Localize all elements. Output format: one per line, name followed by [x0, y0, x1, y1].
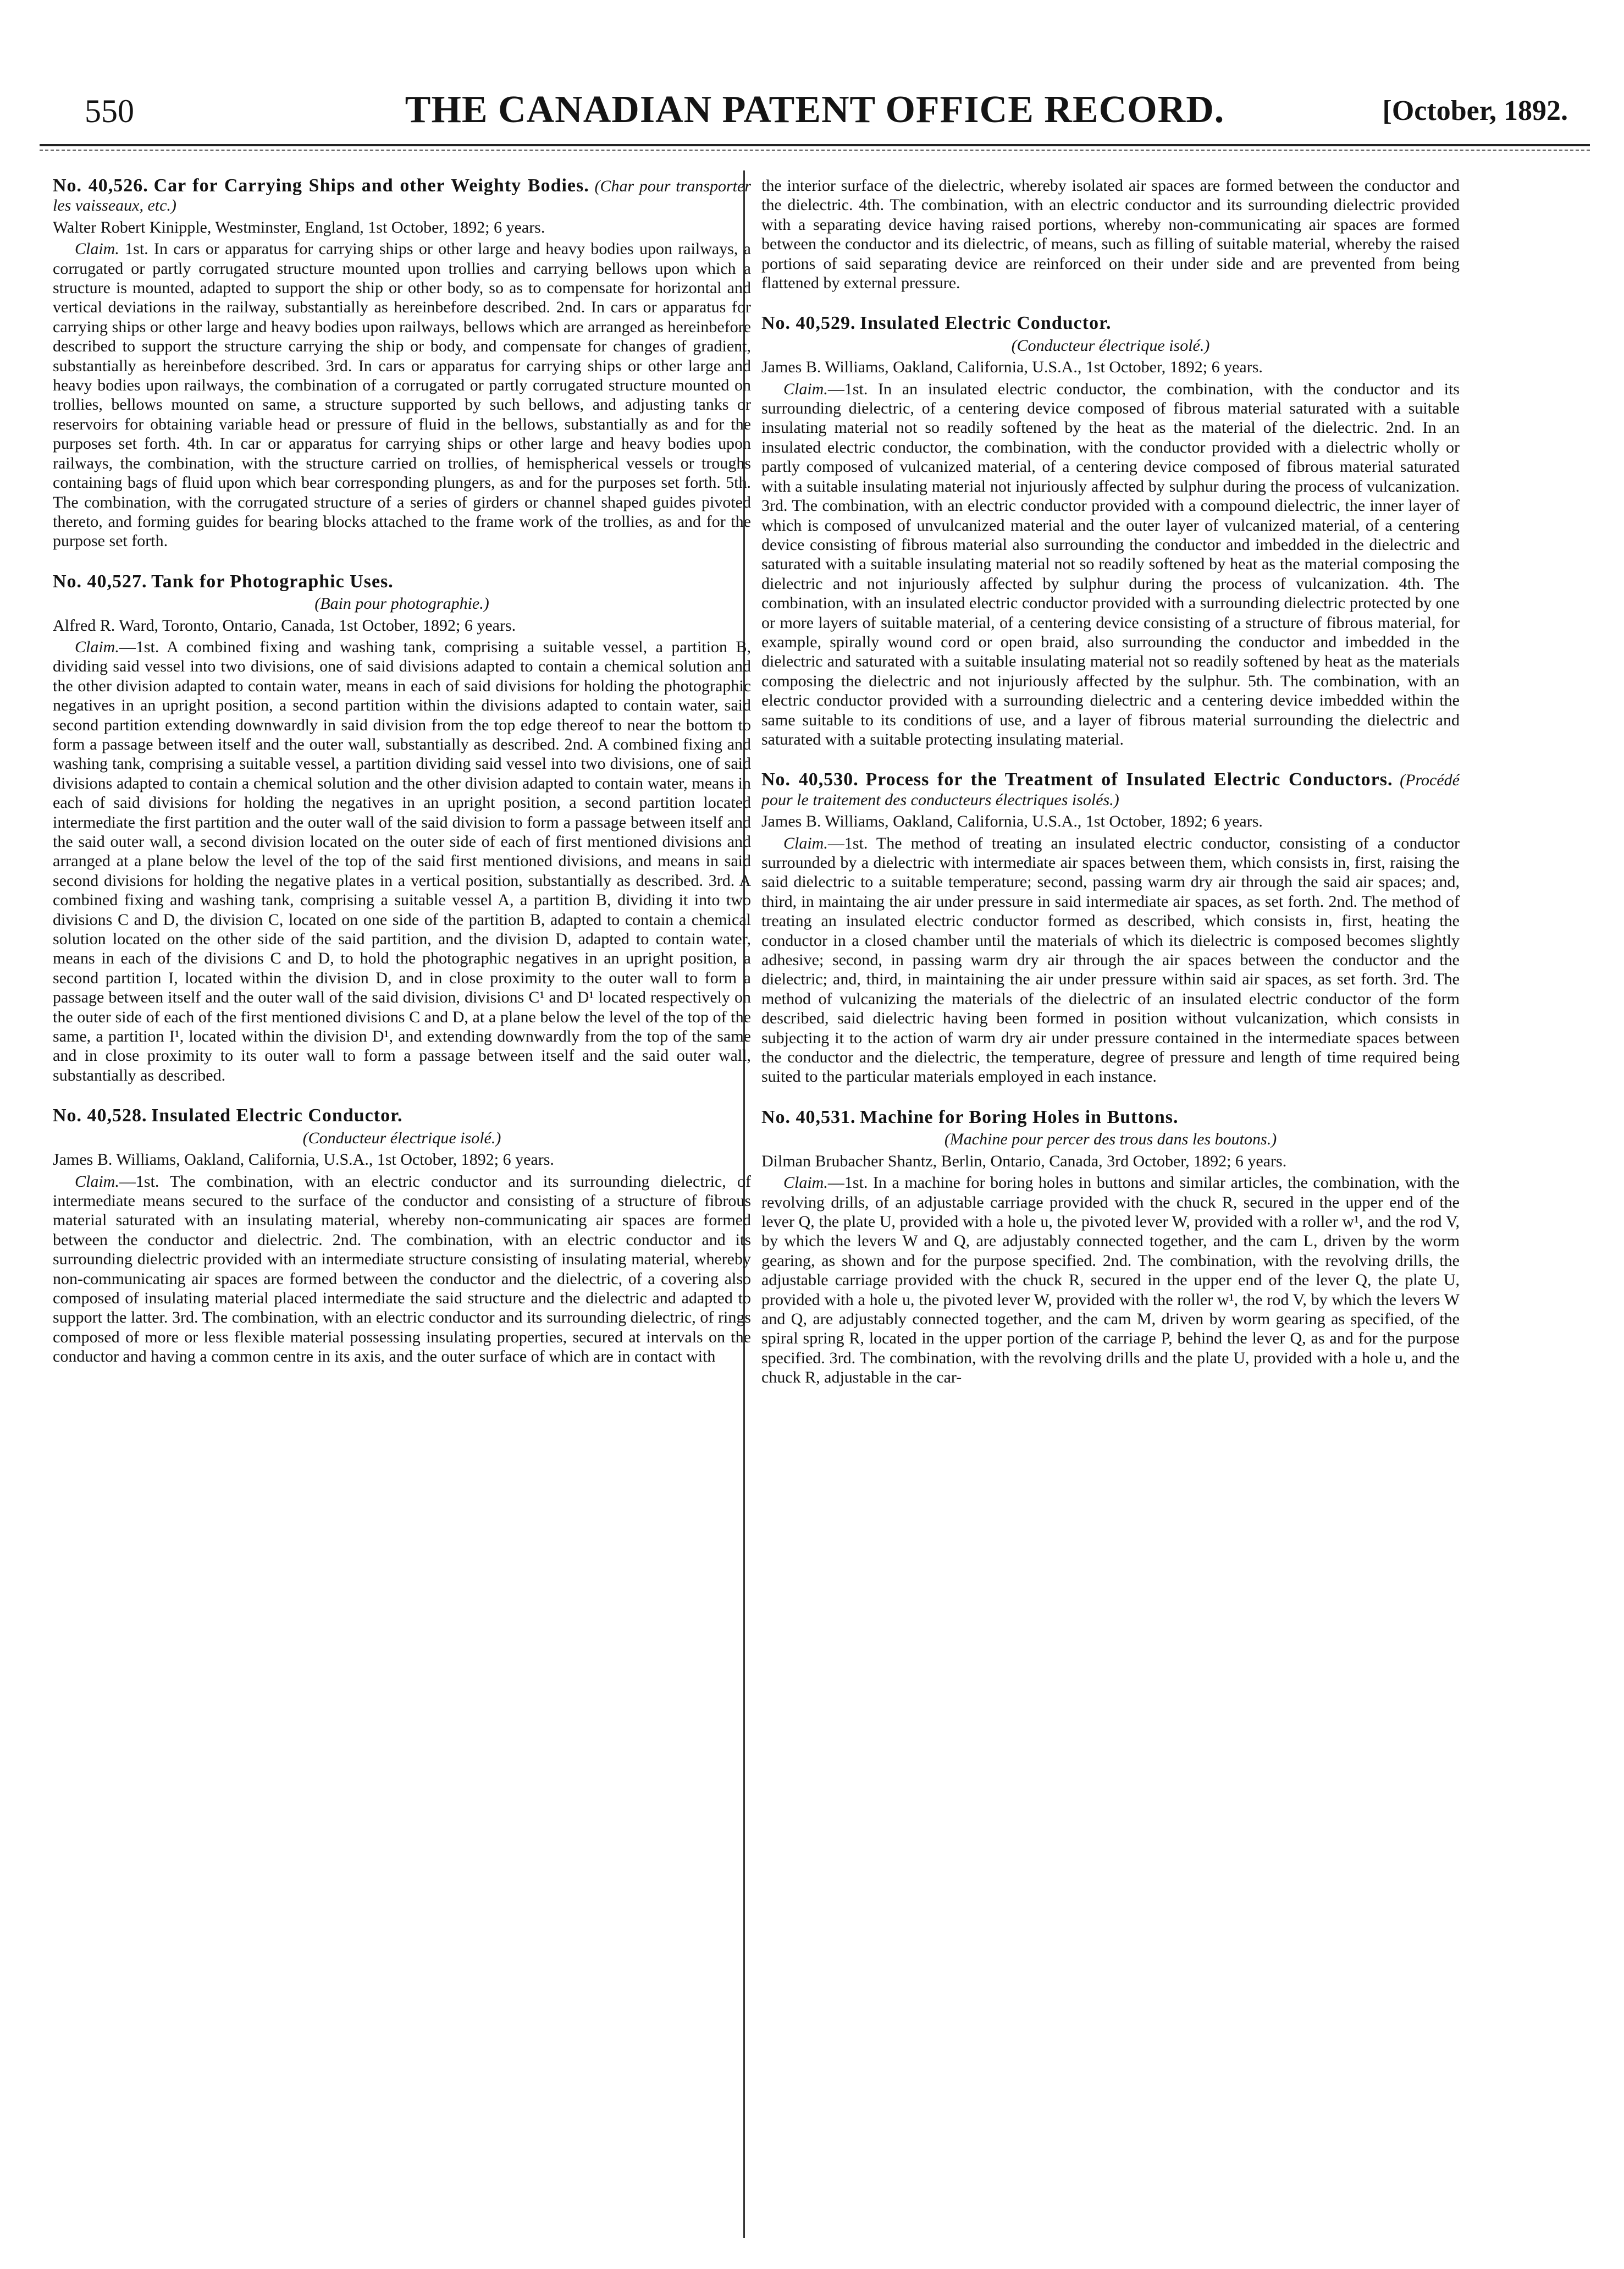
page-date: [October, 1892. — [1382, 95, 1568, 126]
patent-number: No. 40,528. — [53, 1105, 147, 1126]
right-column — [761, 176, 1460, 2233]
inventor-line: Alfred R. Ward, Toronto, Ontario, Canada, 1st October, 1892; 6 years. — [53, 616, 516, 635]
patent-entry — [53, 176, 751, 551]
patent-number: No. 40,527. — [53, 571, 147, 592]
page-header — [40, 82, 1590, 137]
french-title: (Bain pour photographie.) — [314, 594, 489, 613]
continued-claims-text: the interior surface of the dielectric, whereby isolated air spaces are formed between the conductor and the dielectric. 4th. The combination, with an electric conductor and its surrounding dielectric provided with a separating device having raised portions, whereby non-communicating air spaces are formed between the conductor and its dielectric, of means, such as filling of suitable material, whereby the raised portions of said separating device are reinforced on their under side and are prevented from being flattened by external pressure. — [761, 177, 1460, 293]
page-title: THE CANADIAN PATENT OFFICE RECORD. — [405, 89, 1225, 131]
patent-entry — [761, 770, 1460, 1087]
claims-body: —1st. In an insulated electric conductor, the combination, with the conductor and its surrounding dielectric, of a centering device composed of fibrous material saturated with a suitable insulating material not so readily softened by the heat as the material of the dielectric. 2nd. In an insulated electric conductor, the combination, with the conductor provided with a dielectric wholly or partly composed of vulcanized material, of a centering device composed of fibrous material saturated with a suitable insulating material not injuriously affected by sulphur during the process of vulcanization. 3rd. The combination, with an electric conductor provided with a compound dielectric, the inner layer of which is composed of unvulcanized material and the outer layer of vulcanized material, of a centering device consisting of fibrous material also surrounding the conductor and imbedded in the dielectric and saturated with a suitable insulating material not so readily softened by heat as the material composing the dielectric and not injuriously affected by sulphur during the process of vulcanization. 4th. The combination, with an insulated electric conductor provided with a surrounding dielectric protected by one or more layers of suitable material, of a centering device consisting of a structure of fibrous material, for example, spirally wound cord or open braid, also surrounding the conductor and imbedded in the dielectric and saturated with a suitable insulating material not so readily softened by heat as the materials composing the dielectric and not injuriously affected by the sulphur. 5th. The combination, with an electric conductor provided with a surrounding dielectric and a centering device imbedded within the same suitable to its conditions of use, and a layer of fibrous material surrounding the dielectric and saturated with a suitable protecting insulating material. — [761, 379, 1460, 748]
claims-text — [761, 379, 1460, 750]
entry-heading — [761, 770, 1460, 809]
patent-title: Machine for Boring Holes in Buttons. — [860, 1106, 1179, 1127]
patent-entry — [761, 313, 1460, 749]
inventor-line: James B. Williams, Oakland, California, U.S.A., 1st October, 1892; 6 years. — [761, 358, 1263, 377]
patent-title: Car for Carrying Ships and other Weighty Bodies. — [153, 176, 589, 196]
inventor-line: Walter Robert Kinipple, Westminster, England, 1st October, 1892; 6 years. — [53, 218, 545, 236]
french-title: (Machine pour percer des trous dans les boutons.) — [944, 1130, 1277, 1149]
claim-label: Claim. — [75, 637, 119, 656]
claims-text — [53, 239, 751, 551]
patent-title: Tank for Photographic Uses. — [151, 571, 394, 592]
entry-heading — [53, 176, 751, 216]
patent-title: Insulated Electric Conductor. — [860, 313, 1112, 334]
patent-entry — [53, 1106, 751, 1366]
patent-entry — [53, 572, 751, 1086]
claim-label: Claim. — [783, 379, 828, 398]
claims-text — [761, 1173, 1460, 1387]
claims-text — [53, 1172, 751, 1367]
claims-body: 1st. In cars or apparatus for carrying ships or other large and heavy bodies upon railways, a corrugated or partly corrugated structure mounted upon trollies and carrying bellows upon which a structure is mounted, adapted to support the ship or other body, so as to compensate for horizontal and vertical deviations in the railway, substantially as hereinbefore described. 2nd. In cars or apparatus for carrying ships or other large and heavy bodies upon railways, bellows which are arranged as hereinbefore described to support the structure carrying the ship or body, and compensate for changes of gradient, substantially as hereinbefore described. 3rd. In cars or apparatus for carrying ships or other large and heavy bodies upon railways, the combination of a corrugated or partly corrugated structure mounted on trollies, bellows mounted on same, a structure supported by such bellows, and adjusting tanks or reservoirs for obtaining variable head or pressure of fluid in the bellows, substantially as and for the purposes set forth. 4th. In car or apparatus for carrying ships or other large and heavy bodies upon railways, the combination, with the structure carried on trollies, of hemispherical vessels or troughs containing bags of fluid upon which bear corresponding plungers, as and for the purposes set forth. 5th. The combination, with the corrugated structure of a series of girders or channel shaped guides pivoted thereto, and forming guides for bearing blocks attached to the frame work of the trollies, as and for the purpose set forth. — [53, 240, 751, 550]
inventor-line: Dilman Brubacher Shantz, Berlin, Ontario, Canada, 3rd October, 1892; 6 years. — [761, 1152, 1287, 1170]
header-rule — [40, 144, 1590, 146]
claims-text — [53, 637, 751, 1085]
inventor-line: James B. Williams, Oakland, California, U.S.A., 1st October, 1892; 6 years. — [53, 1150, 554, 1169]
patent-title: Insulated Electric Conductor. — [151, 1105, 403, 1126]
claim-label: Claim. — [783, 834, 828, 852]
patent-number: No. 40,526. — [53, 176, 148, 196]
claims-body: —1st. A combined fixing and washing tank, comprising a suitable vessel, a partition B, dividing said vessel into two divisions, one of said divisions adapted to contain a chemical solution and the other division adapted to contain water, means in each of said divisions for holding the photographic negatives in an upright position, a second partition within the divisions adapted to contain water, said second partition extending downwardly in said division from the top edge thereof to near the bottom to form a passage between itself and the outer wall, substantially as described. 2nd. A combined fixing and washing tank, comprising a suitable vessel, a partition dividing said vessel into two divisions, one of said divisions adapted to contain a chemical solution and the other division adapted to contain water, means in each of said divisions for holding the negatives in an upright position, a second partition located intermediate the first partition and the outer wall of the said division to form a passage between itself and the said outer wall, a second division located on the outer side of each of first mentioned divisions and arranged at a plane below the level of the top of the said first mentioned divisions, and means in said second divisions for holding the negative plates in a vertical position, substantially as described. 3rd. A combined fixing and washing tank, comprising a suitable vessel A, a partition B, dividing it into two divisions C and D, the division C, located on one side of the partition B, adapted to contain a chemical solution located on the other side of the said partition, and the division D, adapted to contain water, means in each of the divisions C and D, to hold the photographic negatives in an upright position, a second partition I, located within the division D, and in close proximity to the outer wall to form a passage between itself and the outer wall of the said division, divisions C¹ and D¹ located respectively on the outer side of each of the first mentioned divisions C and D, at a plane below the level of the top of the same, a partition I¹, located within the division D¹, and extending downwardly from the top of the same and in close proximity to its outer wall to form a passage between itself and the said outer wall, substantially as described. — [53, 637, 751, 1084]
inventor-line: James B. Williams, Oakland, California, U.S.A., 1st October, 1892; 6 years. — [761, 812, 1263, 831]
entry-heading — [53, 1106, 751, 1126]
patent-number: No. 40,531. — [761, 1106, 856, 1127]
claims-text — [761, 834, 1460, 1087]
claims-body: —1st. In a machine for boring holes in buttons and similar articles, the combination, with the revolving drills, of an adjustable carriage provided with the chuck R, secured in the upper end of the lever Q, the plate U, provided with a hole u, the pivoted lever W, provided with a roller w¹, and the rod V, by which the levers W and Q, are adjustably connected together, and the cam L, driven by the worm gearing, as shown and for the purpose specified. 2nd. The combination, with the revolving drills, the adjustable carriage provided with the chuck R, secured in the upper end of the lever Q, the plate U, provided with a hole u, the pivoted lever W, provided with the roller w¹, the rod V, by which the levers W and Q, are adjustably connected together, and the cam M, driven by worm gearing as specified, of the spiral spring R, located in the upper portion of the carriage P, behind the lever Q, as and for the purpose specified. 3rd. The combination, with the revolving drills and the plate U, provided with a hole u, and the chuck R, adjustable in the car- — [761, 1174, 1460, 1387]
entry-heading — [761, 1108, 1460, 1127]
claim-label: Claim. — [783, 1174, 828, 1192]
left-column — [53, 176, 751, 2233]
claim-label: Claim. — [75, 240, 119, 258]
claim-label: Claim. — [75, 1172, 119, 1191]
entry-heading — [761, 313, 1460, 333]
patent-title: Process for the Treatment of Insulated Electric Conductors. — [865, 769, 1393, 790]
header-rule-dashed — [40, 150, 1590, 151]
page-number: 550 — [85, 93, 134, 129]
patent-number: No. 40,530. — [761, 769, 859, 790]
patent-entry — [761, 1108, 1460, 1387]
french-title: (Conducteur électrique isolé.) — [1011, 336, 1210, 355]
french-title: (Char pour transporter les vaisseaux, etc.) — [53, 177, 751, 215]
claims-body: —1st. The combination, with an electric conductor and its surrounding dielectric, of intermediate means secured to the surface of the conductor and consisting of a structure of fibrous material saturated with an insulating material, whereby non-communicating air spaces are formed between the conductor and dielectric. 2nd. The combination, with an electric conductor and its surrounding dielectric provided with an intermediate structure consisting of insulating material, whereby non-communicating air spaces are formed between the conductor and the dielectric, of a covering also composed of insulating material placed intermediate the said structure and the dielectric and adapted to support the latter. 3rd. The combination, with an electric conductor and its surrounding dielectric, of rings composed of more or less flexible material possessing insulating properties, secured at intervals on the conductor and having a common centre in its axis, and the outer surface of which are in contact with — [53, 1172, 751, 1366]
french-title: (Procédé pour le traitement des conducteurs électriques isolés.) — [761, 771, 1460, 809]
french-title: (Conducteur électrique isolé.) — [302, 1128, 501, 1147]
patent-number: No. 40,529. — [761, 313, 856, 334]
claims-body: —1st. The method of treating an insulated electric conductor, consisting of a conductor surrounded by a dielectric with intermediate air spaces between them, which consists in, first, raising the said dielectric to a suitable temperature; second, passing warm dry air through the said air spaces; and, third, in maintaing the air under pressure in said intermediate air spaces, as set forth. 2nd. The method of treating an insulated electric conductor formed as described, which consists in, first, heating the conductor in a closed chamber until the materials of which its dielectric is composed becomes slightly adhesive; second, in passing warm dry air through the air spaces between the conductor and the dielectric; and, third, in maintaining the air under pressure within said air spaces, as set forth. 3rd. The method of vulcanizing the materials of the dielectric of an insulated electric conductor of the form described, said dielectric having been formed in position without vulcanization, which consists in subjecting it to the action of warm dry air under pressure contained in the intermediate spaces between the conductor and the dielectric, the temperature, degree of pressure and length of time required being suited to the particular materials employed in each instance. — [761, 834, 1460, 1086]
entry-heading — [53, 572, 751, 592]
